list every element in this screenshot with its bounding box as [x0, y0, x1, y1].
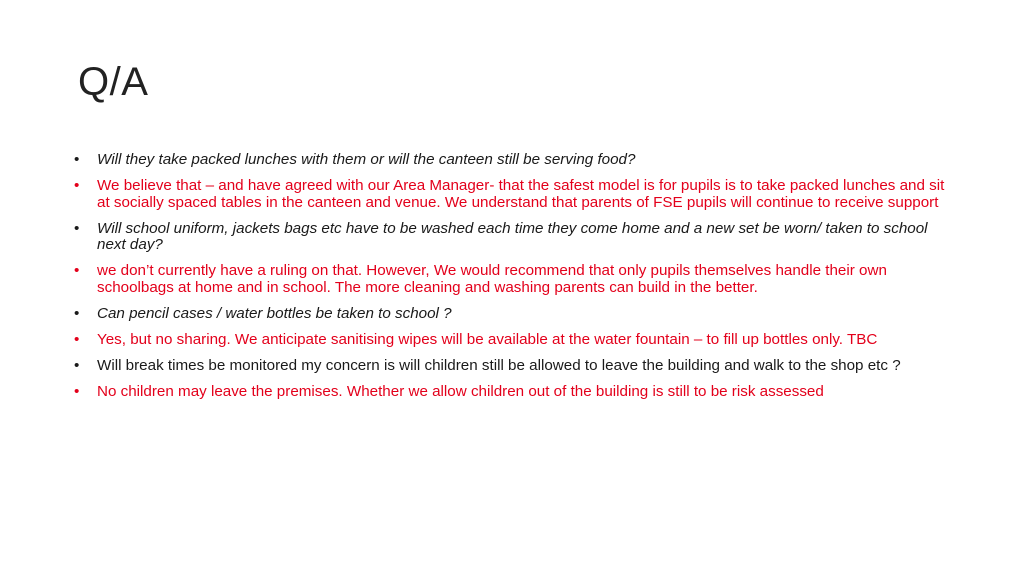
answer-text: We believe that – and have agreed with our Area Manager- that the safest model is for pupils is to take packed lunches and sit at socially spaced tables in the canteen and venue. We understand that parents of FSE pupils will continue to receive support	[97, 177, 945, 211]
bullet-icon: •	[74, 219, 80, 237]
question-item	[74, 358, 954, 375]
question-text: Will they take packed lunches with them or will the canteen still be serving food?	[97, 151, 636, 168]
answer-text: we don’t currently have a ruling on that. However, We would recommend that only pupils themselves handle their own schoolbags at home and in school. The more cleaning and washing parents can build in the better.	[97, 262, 887, 296]
bullet-icon: •	[74, 262, 80, 279]
bullet-icon: •	[74, 356, 80, 374]
answer-item	[74, 384, 954, 401]
question-item	[74, 152, 954, 169]
bullet-icon: •	[74, 151, 80, 168]
slide-title: Q/A	[78, 60, 149, 104]
question-text: Will break times be monitored my concern is will children still be allowed to leave the building and walk to the shop etc ?	[97, 356, 901, 374]
answer-item	[74, 332, 954, 349]
bullet-icon: •	[74, 177, 80, 194]
answer-item	[74, 263, 954, 296]
answer-item	[74, 178, 954, 211]
qa-list	[74, 152, 954, 410]
answer-text: No children may leave the premises. Whether we allow children out of the building is still to be risk assessed	[97, 382, 824, 400]
question-item	[74, 306, 954, 323]
bullet-icon: •	[74, 382, 80, 400]
question-text: Will school uniform, jackets bags etc have to be washed each time they come home and a new set be worn/ taken to school next day?	[97, 219, 928, 253]
answer-text: Yes, but no sharing. We anticipate sanitising wipes will be available at the water fountain – to fill up bottles only. TBC	[97, 330, 878, 348]
question-item	[74, 221, 954, 254]
question-text: Can pencil cases / water bottles be taken to school ?	[97, 304, 452, 322]
bullet-icon: •	[74, 330, 80, 348]
bullet-icon: •	[74, 304, 80, 322]
